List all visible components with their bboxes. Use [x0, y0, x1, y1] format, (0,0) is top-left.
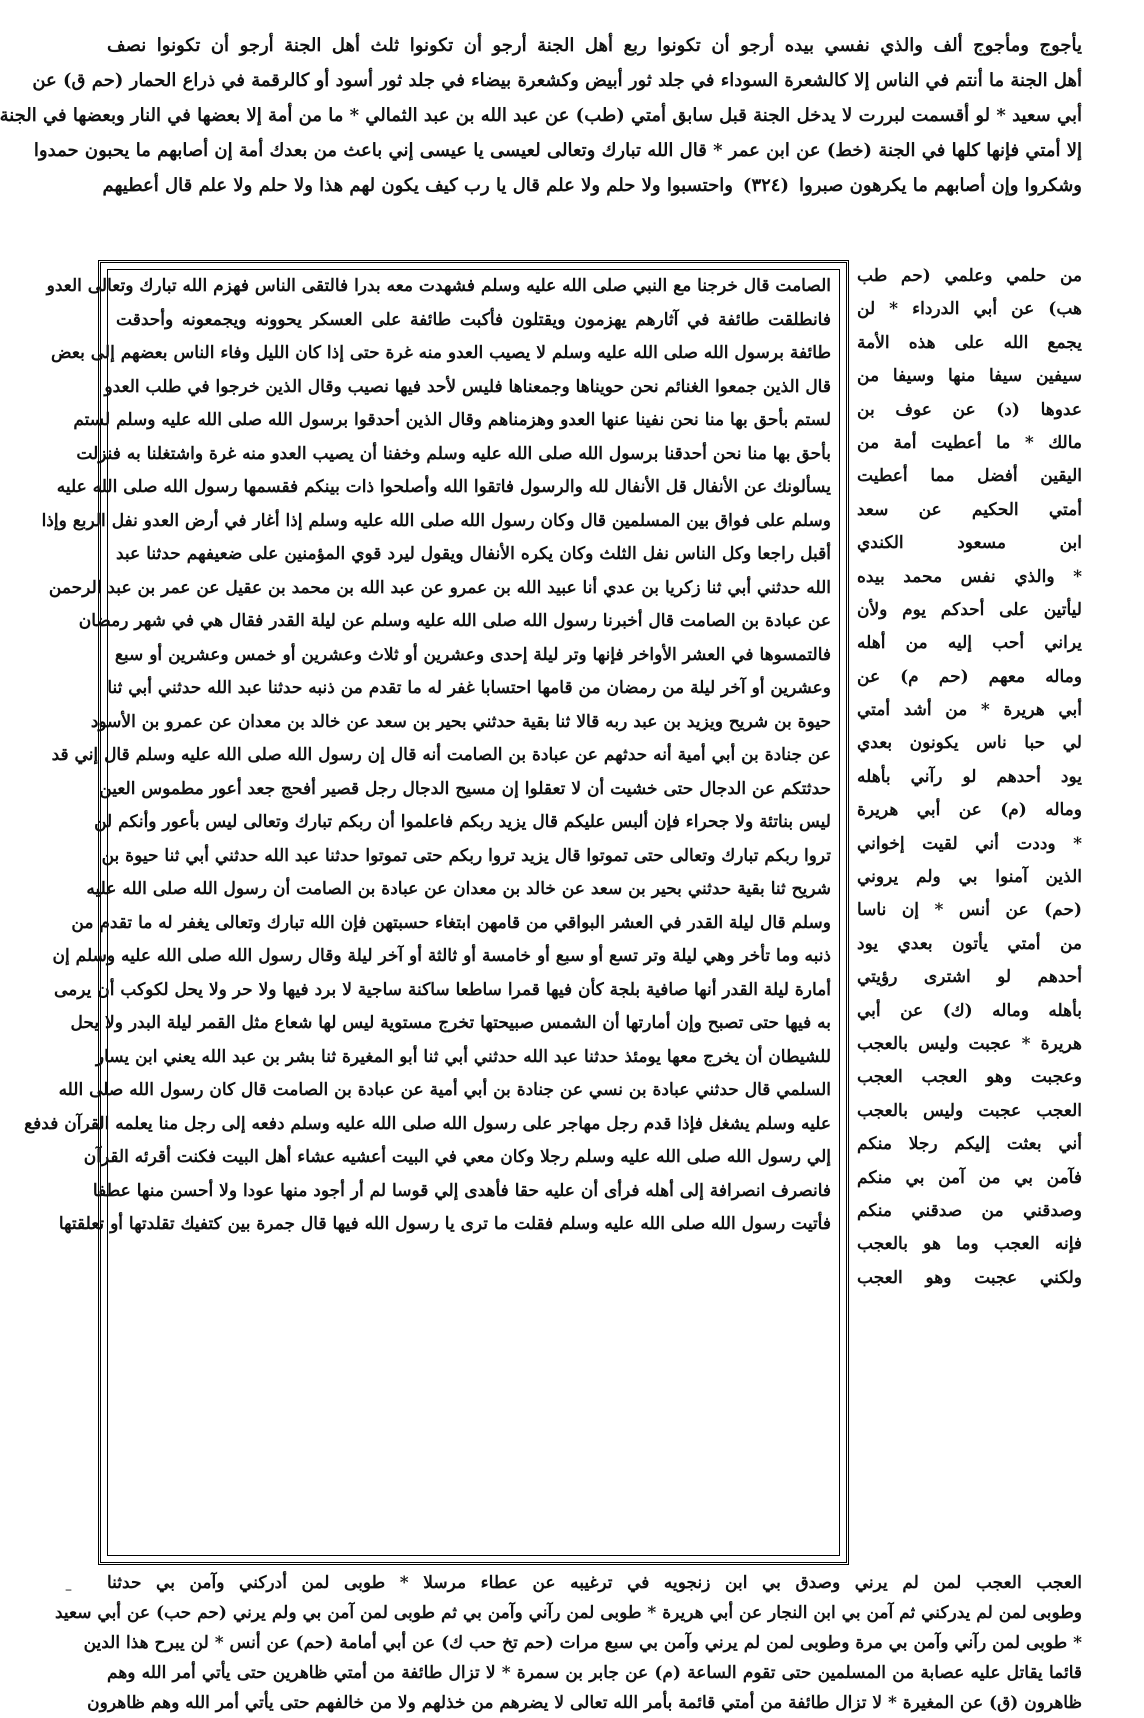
- text-line: أبي سعيد * لو أقسمت لبررت لا يدخل الجنة قبل سابق أمتي (طب) عن عبد الله بن عبد الثمالي * ما من أمة إلا بعضها في النار وبعضها في الجنة: [0, 105, 1082, 126]
- text-line: تروا ربكم تبارك وتعالى حتى تموتوا قال يزيد تروا ربكم حتى تموتوا حدثنا عبد الله حدثني أبي ثنا حيوة بن: [101, 845, 831, 866]
- text-line: أني بعثت إليكم رجلا منكم: [857, 1134, 1082, 1155]
- text-line: عن عبادة بن الصامت قال أخبرنا رسول الله صلى الله عليه وسلم عن ليلة القدر فقال هي في شهر رمضان: [78, 611, 831, 631]
- text-line: قائما يقاتل عليه عصابة من المسلمين حتى تقوم الساعة (م) عن جابر بن سمرة * لا تزال طائفة من أمتي ظاهرين حتى يأتي أمر الله وهم: [107, 1663, 1082, 1683]
- text-line: به فيها حتى تصبح وإن أمارتها أن الشمس صبيحتها تخرج مستوية ليس لها شعاع مثل القمر ليلة البدر ولا يحل: [70, 1013, 831, 1033]
- text-line: من أمتي يأتون بعدي يود: [857, 933, 1082, 954]
- text-line: وماله (م) عن أبي هريرة: [857, 800, 1082, 821]
- page-number: (٣٢٤): [742, 175, 789, 196]
- text-line: قال الذين جمعوا الغنائم نحن حويناها وجمعناها فليس لأحد فيها نصيب وقال الذين خرجوا في طلب العدو: [104, 376, 831, 397]
- text-line: ليس بناتئة ولا جحراء فإن ألبس عليكم قال يزيد ربكم فاعلموا أن ربكم تبارك وتعالى ليس بأعور وأنكم لن: [94, 812, 831, 832]
- text-line: أحدهم لو اشترى رؤيتي: [857, 967, 1082, 988]
- text-line: * والذي نفس محمد بيده: [857, 566, 1082, 587]
- text-line: بأهله وماله (ك) عن أبي: [857, 1000, 1082, 1021]
- text-line: وطوبى لمن لم يدركني ثم آمن بي ابن النجار عن أبي هريرة * طوبى لمن رآني وآمن بي ثم طوبى لمن آمن بي ولم يرني (حم حب) عن أبي سعيد: [54, 1603, 1082, 1623]
- side-column: [857, 260, 1082, 1295]
- text-line: يسألونك عن الأنفال قل الأنفال لله والرسول فاتقوا الله وأصلحوا ذات بينكم فقسمها رسول الله صلى الله عليه: [56, 477, 831, 497]
- text-line: أمارة ليلة القدر أنها صافية بلجة كأن فيها قمرا ساطعا ساكنة ساجية لا برد فيها ولا حر ولا يحل لكوكب أن يرمى: [53, 979, 831, 1000]
- text-line: فآمن بي من آمن بي منكم: [857, 1167, 1082, 1188]
- text-line-fragment: واحتسبوا ولا حلم ولا علم قال يا رب كيف يكون لهم هذا ولا حلم ولا علم قال أعطيهم: [102, 175, 733, 196]
- text-line: فأتيت رسول الله صلى الله عليه وسلم فقلت ما ترى يا رسول الله فيها قال جمرة بين كتفيك تقلدتها أو تعلقتها: [58, 1214, 831, 1234]
- text-line: للشيطان أن يخرج معها يومئذ حدثنا عبد الله حدثني أبي ثنا أبو المغيرة ثنا بشر بن عبد الله يعني ابن يسار: [95, 1046, 831, 1067]
- text-line: الذين آمنوا بي ولم يروني: [857, 867, 1082, 888]
- text-line: ظاهرون (ق) عن المغيرة * لا تزال طائفة من أمتي قائمة بأمر الله تعالى لا يضرهم من خذلهم ولا من خالفهم حتى يأتي أمر الله وهم ظاهرون: [87, 1693, 1082, 1713]
- text-line: ليأتين على أحدكم يوم ولأن: [857, 599, 1082, 620]
- text-line: عدوها (د) عن عوف بن: [857, 399, 1082, 420]
- text-line: عليه وسلم يشغل فإذا قدم رجل مهاجر على رسول الله صلى الله عليه وسلم دفعه إلى رجل منا يعلمه القرآن فدفع: [24, 1113, 831, 1134]
- text-line: فانصرف انصرافة إلى أهله فرأى أن عليه حقا فأهدى إلي قوسا لم أر أجود منها عودا ولا أحسن منها عطفا: [92, 1180, 831, 1201]
- text-line: لستم بأحق بها منا نحن نفينا عنها العدو وهزمناهم وقال الذين أحدقوا برسول الله صلى الله عليه وسلم لستم: [73, 410, 831, 430]
- margin-mark: –: [65, 1582, 72, 1598]
- text-line: العجب عجبت وليس بالعجب: [857, 1100, 1082, 1121]
- bottom-text-block: [54, 1568, 1082, 1718]
- text-line: * وددت أني لقيت إخواني: [857, 833, 1082, 854]
- text-line: وسلم على فواق بين المسلمين قال وكان رسول الله صلى الله عليه وسلم إذا أغار في أرض العدو نفل الربع وإذا: [41, 510, 831, 531]
- text-line: ابن مسعود الكندي: [857, 533, 1082, 554]
- text-line: وعجبت وهو العجب العجب: [857, 1067, 1082, 1088]
- text-line: فالتمسوها في العشر الأواخر فإنها وتر ليلة إحدى وعشرين أو ثلاث وعشرين أو خمس وعشرين أو سبع: [114, 644, 831, 665]
- text-line: عن جنادة بن أبي أمية أنه حدثهم عن عبادة بن الصامت أنه قال إن رسول الله صلى الله عليه وسلم قال إني قد: [51, 745, 831, 765]
- text-line: مالك * ما أعطيت أمة من: [857, 432, 1082, 453]
- text-line: بأحق بها منا نحن أحدقنا برسول الله صلى الله عليه وسلم وخفنا أن يصيب العدو منه غرة واشتغلنا به فنزلت: [76, 443, 831, 464]
- text-line: شريح ثنا بقية حدثني بحير بن سعد عن خالد بن معدان عن عبادة بن الصامت أن رسول الله صلى الله عليه: [86, 879, 831, 899]
- text-line: لي حبا ناس يكونون بعدي: [857, 733, 1082, 754]
- text-line: ذنبه وما تأخر وهي ليلة وتر تسع أو سبع أو خامسة أو ثالثة أو آخر ليلة وقال رسول الله صلى الله عليه وسلم إن: [52, 946, 831, 966]
- text-line: حيوة بن شريح ويزيد بن عبد ربه قالا ثنا بقية حدثني بحير بن سعد عن خالد بن معدان عن عمرو بن الأسود: [90, 711, 831, 732]
- text-line: وعشرين أو آخر ليلة من رمضان من قامها احتسابا غفر له ما تقدم من ذنبه حدثنا عبد الله حدثني أبي ثنا: [107, 678, 831, 698]
- text-line: أقبل راجعا وكل الناس نفل الثلث وكان يكره الأنفال ويقول ليرد قوي المؤمنين على ضعيفهم حدثنا عبد: [116, 544, 831, 564]
- text-line: فانطلقت طائفة في آثارهم يهزمون ويقتلون فأكبت طائفة على العسكر يحوونه ويجمعونه وأحدقت: [116, 309, 831, 330]
- text-line: فإنه العجب وما هو بالعجب: [857, 1234, 1082, 1255]
- text-line: اليقين أفضل مما أعطيت: [857, 466, 1082, 487]
- text-line: (حم) عن أنس * إن ناسا: [857, 900, 1082, 921]
- text-line: أهل الجنة ما أنتم في الناس إلا كالشعرة السوداء في جلد ثور أبيض وكشعرة بيضاء في جلد ثور أسود أو كالرقمة في ذراع الحمار (حم ق) عن: [32, 70, 1082, 91]
- hadith-frame-inner: [24, 269, 840, 1556]
- text-line: يجمع الله على هذه الأمة: [857, 332, 1082, 353]
- text-line: هب) عن أبي الدرداء * لن: [857, 299, 1082, 320]
- text-line: من حلمي وعلمي (حم طب: [857, 266, 1082, 286]
- text-line: السلمي قال حدثني عبادة بن نسي عن جنادة بن أبي أمية عن عبادة بن الصامت قال كان رسول الله صلى الله: [58, 1080, 831, 1100]
- text-line: سيفين سيفا منها وسيفا من: [857, 366, 1082, 387]
- text-line: طائفة برسول الله صلى الله عليه وسلم لا يصيب العدو منه غرة حتى إذا كان الليل وفاء الناس بعضهم إلى بعض: [51, 343, 831, 363]
- text-line: يأجوج ومأجوج ألف والذي نفسي بيده أرجو أن تكونوا ربع أهل الجنة أرجو أن تكونوا ثلث أهل الجنة أرجو أن تكونوا نصف: [107, 35, 1082, 56]
- hadith-frame: [24, 260, 849, 1565]
- text-line: وصدقني من صدقني منكم: [857, 1200, 1082, 1221]
- text-line: يود أحدهم لو رآني بأهله: [857, 766, 1082, 787]
- text-line: الله حدثني أبي ثنا زكريا بن عدي أنا عبيد الله بن عمرو عن عبد الله بن محمد بن عقيل عن عمر بن عبد الرحمن: [48, 577, 831, 598]
- text-line: إلي رسول الله صلى الله عليه وسلم رجلا وكان معي في البيت أعشيه عشاء أهل البيت فكنت أقرئه القرآن: [83, 1147, 831, 1167]
- text-line: حدثتكم عن الدجال حتى خشيت أن لا تعقلوا إن مسيح الدجال رجل قصير أفحج جعد أعور مطموس العين: [99, 778, 831, 799]
- text-line-with-page-number: [102, 168, 1082, 203]
- text-line: العجب العجب لمن لم يرني وصدق بي ابن زنجويه في ترغيبه عن عطاء مرسلا * طوبى لمن أدركني وآمن بي حدثنا: [107, 1573, 1082, 1593]
- text-line: وسلم قال ليلة القدر في العشر البواقي من قامهن ابتغاء حسبتهن فإن الله تبارك وتعالى يغفر له ما تقدم من: [71, 912, 831, 933]
- top-text-block: [0, 28, 1082, 203]
- text-line-fragment: وشكروا وإن أصابهم ما يكرهون صبروا: [799, 175, 1082, 196]
- text-line: أبي هريرة * من أشد أمتي: [857, 700, 1082, 721]
- text-line: يراني أحب إليه من أهله: [857, 633, 1082, 654]
- text-line: هريرة * عجبت وليس بالعجب: [857, 1033, 1082, 1054]
- text-line: أمتي الحكيم عن سعد: [857, 499, 1082, 520]
- text-line: ولكني عجبت وهو العجب: [857, 1267, 1082, 1288]
- text-line: إلا أمتي فإنها كلها في الجنة (خط) عن ابن عمر * قال الله تبارك وتعالى لعيسى يا عيسى إني باعث من بعدك أمة إن أصابهم ما يحبون حمدوا: [33, 140, 1082, 161]
- text-line: الصامت قال خرجنا مع النبي صلى الله عليه وسلم فشهدت معه بدرا فالتقى الناس فهزم الله تبارك وتعالى العدو: [46, 276, 831, 296]
- text-line: وماله معهم (حم م) عن: [857, 666, 1082, 687]
- text-line: * طوبى لمن رآني وآمن بي مرة وطوبى لمن لم يرني وآمن بي سبع مرات (حم تخ حب ك) عن أبي أمامة (حم) عن أنس * لن يبرح هذا الدين: [83, 1633, 1082, 1653]
